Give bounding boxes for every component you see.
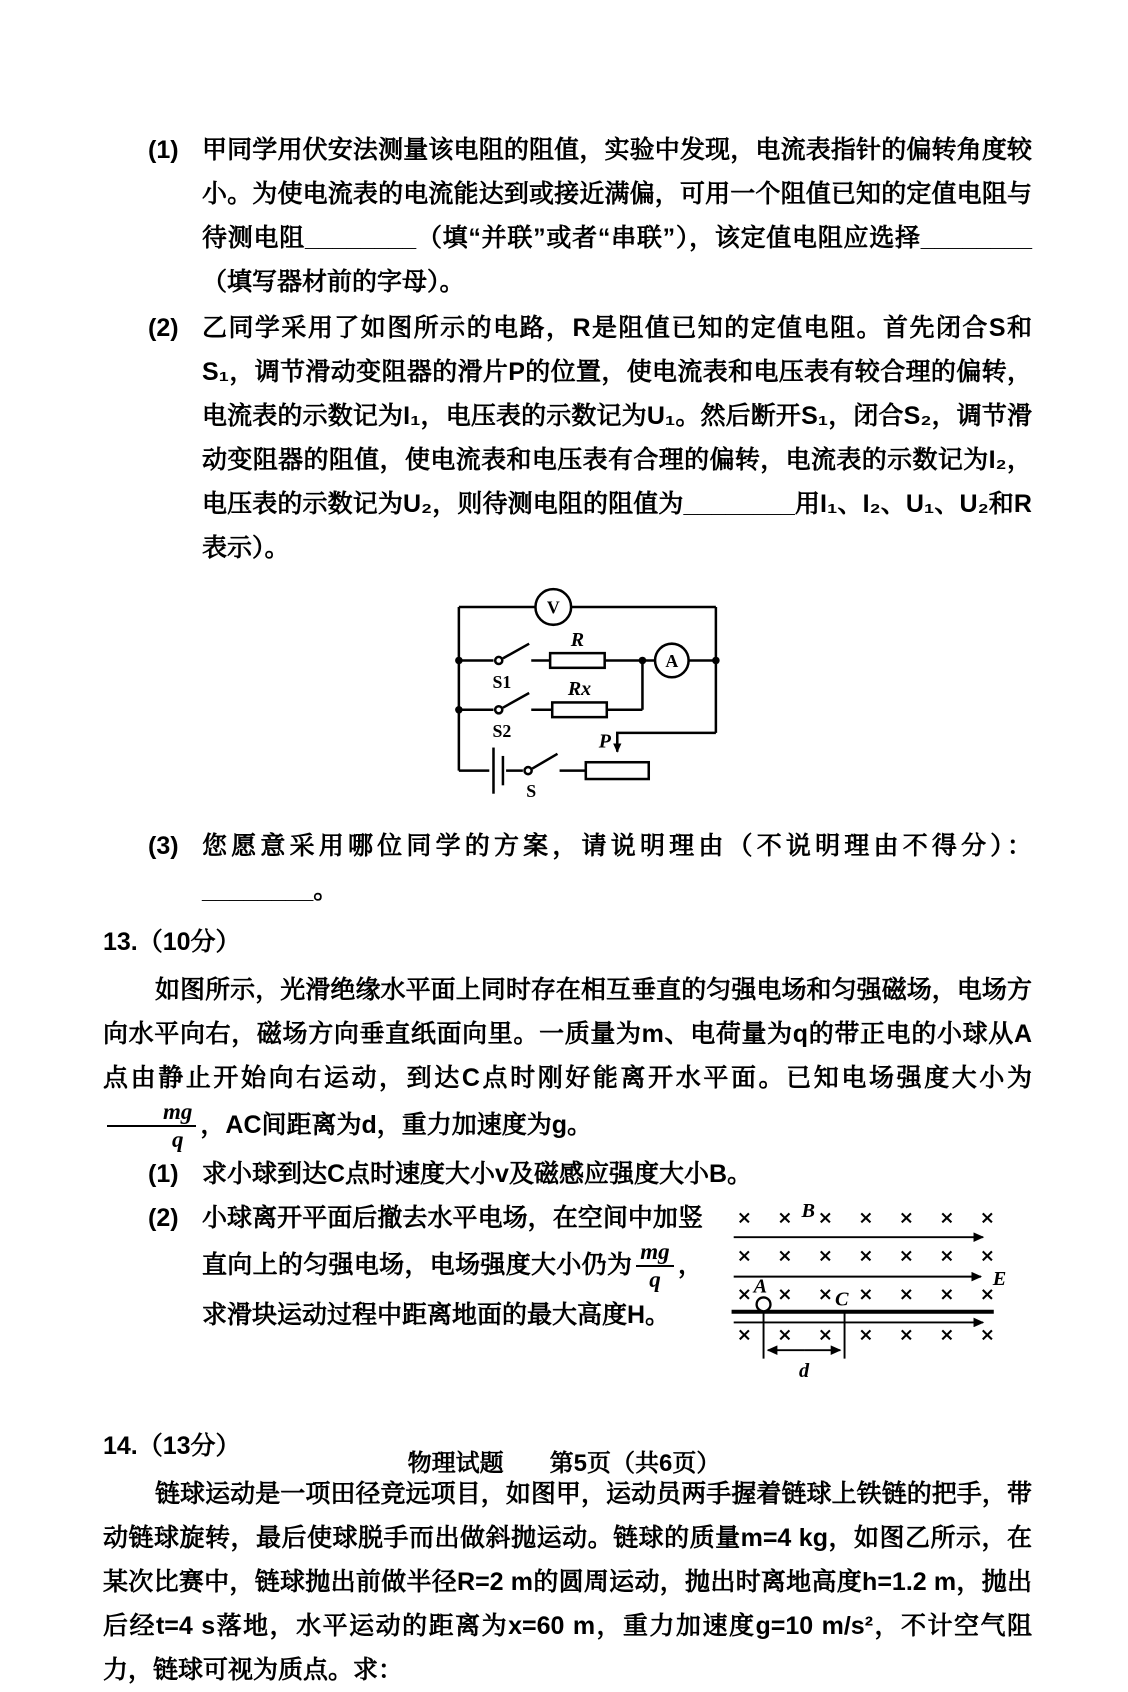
d-distance-label: d [798,1360,810,1381]
fraction-denominator: q [649,1267,661,1293]
switch-s1-label: S1 [492,671,512,692]
field-into-page-cross: × [858,1245,874,1267]
junction-dot [639,657,647,665]
switch-s1-lever [503,644,529,659]
fraction-numerator: mg [107,1100,196,1127]
field-into-page-cross: × [979,1284,995,1306]
field-into-page-cross: × [777,1284,793,1306]
fraction-mg-q [636,1240,673,1292]
field-into-page-cross: × [898,1245,914,1267]
exp-part3-text: 您愿意采用哪位同学的方案，请说明理由（不说明理由不得分）：________。 [202,832,1032,904]
fraction-denominator: q [171,1127,184,1153]
q13-sub2-after: ，求滑块运动过程中距离地面的最大高度H。 [202,1251,703,1329]
q13-intro [103,968,1032,1152]
field-into-page-cross: × [817,1324,833,1346]
field-into-page-cross: × [817,1207,833,1229]
switch-s1-pivot [495,657,502,664]
field-into-page-cross: × [858,1324,874,1346]
field-into-page-cross: × [979,1245,995,1267]
field-into-page-cross: × [777,1324,793,1346]
field-into-page-cross: × [979,1207,995,1229]
rheostat [586,762,649,779]
switch-s2-pivot [495,706,502,713]
field-into-page-cross: × [858,1207,874,1229]
exp-part2 [148,306,1032,570]
field-into-page-cross: × [898,1207,914,1229]
footer-page-info: 第5页（共6页） [549,1450,721,1477]
switch-s-lever [532,754,557,769]
q13-sub2-text [202,1196,703,1336]
wire-rx-junction [607,660,643,709]
field-into-page-cross: × [898,1284,914,1306]
switch-s2-label: S2 [492,721,512,742]
q13-sub1-marker: (1) [148,1160,179,1189]
switch-s2-lever [503,693,529,708]
circuit-diagram [431,586,749,800]
exp-part1-text: 甲同学用伏安法测量该电阻的阻值，实验中发现，电流表指针的偏转角度较小。为使电流表的电流能达到或接近满偏，可用一个阻值已知的定值电阻与待测电阻________（填“并联”或者“串联”），该定值电阻应选择________（填写器材前的字母）。 [202,136,1032,296]
field-into-page-cross: × [736,1207,752,1229]
resistor-rx [552,702,607,717]
b-field-label: B [801,1202,816,1223]
voltmeter-label: V [546,597,560,618]
point-c-label: C [834,1288,849,1311]
q13-intro-after: ，AC间距离为d，重力加速度为g。 [200,1110,593,1139]
resistor-rx-label: Rx [567,678,592,701]
switch-s-label: S [526,780,537,800]
exp-part1-marker: (1) [148,136,179,164]
field-into-page-cross: × [939,1324,955,1346]
q13-intro-before: 如图所示，光滑绝缘水平面上同时存在相互垂直的匀强电场和匀强磁场，电场方向水平向右，磁场方向垂直纸面向里。一质量为m、电荷量为q的带正电的小球从A点由静止开始向右运动，到达C点时刚好能离开水平面。已知电场强度大小为 [103,976,1032,1092]
exp-part3 [148,824,1032,912]
footer-doc-title: 物理试题 [407,1450,504,1477]
circuit-figure [431,586,749,814]
field-figure [703,1196,1032,1394]
field-into-page-cross: × [979,1324,995,1346]
q13-sub1-text: 求小球到达C点时速度大小v及磁感应强度大小B。 [202,1160,753,1189]
q13-sub2 [148,1196,703,1336]
field-into-page-cross: × [777,1207,793,1229]
fraction-numerator: mg [636,1240,673,1267]
field-into-page-cross: × [898,1324,914,1346]
e-field-label: E [992,1268,1007,1291]
q13-sub2-marker: (2) [148,1204,179,1233]
junction-dot [455,706,463,714]
q13-sub2-before: 小球离开平面后撤去水平电场，在空间中加竖直向上的匀强电场，电场强度大小仍为 [202,1204,703,1280]
field-diagram [725,1202,1011,1380]
exp-part1 [148,128,1032,304]
ball-at-a [757,1298,771,1312]
slider-p-label: P [598,730,611,753]
field-into-page-cross: × [817,1245,833,1267]
field-into-page-cross: × [939,1207,955,1229]
q14-heading: 14.（13分） [103,1432,241,1461]
fraction-mg-q [107,1100,196,1152]
point-a-label: A [753,1275,768,1298]
page-footer [0,1448,1128,1480]
field-into-page-cross: × [939,1284,955,1306]
q13-heading: 13.（10分） [103,928,241,956]
junction-dot [455,657,463,665]
exp-part2-marker: (2) [148,314,179,342]
field-into-page-cross: × [736,1284,752,1306]
resistor-r [550,653,605,668]
ammeter-label: A [665,650,679,671]
field-into-page-cross: × [736,1324,752,1346]
field-into-page-cross: × [858,1284,874,1306]
field-into-page-cross: × [817,1284,833,1306]
field-into-page-cross: × [939,1245,955,1267]
q14-text: 链球运动是一项田径竞远项目，如图甲，运动员两手握着链球上铁链的把手，带动链球旋转，最后使球脱手而出做斜抛运动。链球的质量m=4 kg，如图乙所示，在某次比赛中，链球抛出前做半径R=2 m的圆周运动，抛出时离地高度h=1.2 m，抛出后经t=4 s落地，水平运动的距离为x=60 m，重力加速度g=10 m/s²，不计空气阻力，链球可视为质点。求： [103,1480,1032,1685]
q13-sub1 [148,1152,1032,1196]
field-into-page-cross: × [777,1245,793,1267]
exp-part3-marker: (3) [148,832,179,860]
switch-s-pivot [525,767,532,774]
slider-wire [617,733,716,752]
exp-part2-text: 乙同学采用了如图所示的电路，R是阻值已知的定值电阻。首先闭合S和S₁，调节滑动变阻器的滑片P的位置，使电流表和电压表有较合理的偏转，电流表的示数记为I₁，电压表的示数记为U₁。然后断开S₁，闭合S₂，调节滑动变阻器的阻值，使电流表和电压表有合理的偏转，电流表的示数记为I₂，电压表的示数记为U₂，则待测电阻的阻值为________用I₁、I₂、U₁、U₂和R表示）。 [202,314,1032,562]
junction-dot [712,657,720,665]
field-into-page-cross: × [736,1245,752,1267]
q13-sub2-row [103,1196,1032,1394]
resistor-r-label: R [570,628,585,651]
